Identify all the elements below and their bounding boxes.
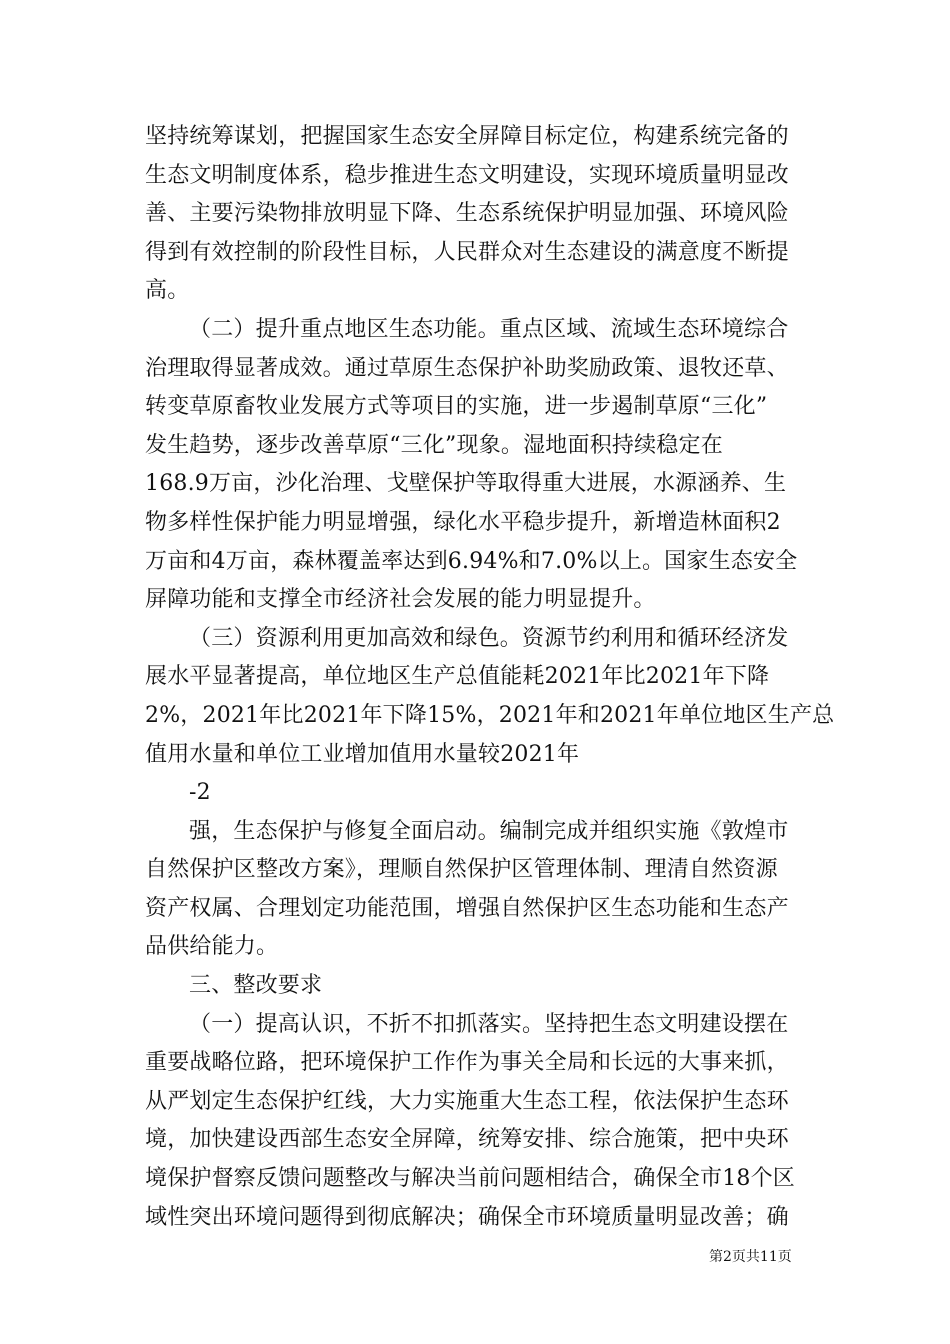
body-line: 发生趋势，逐步改善草原“三化”现象。湿地面积持续稳定在 xyxy=(145,432,723,458)
body-line: 坚持统筹谋划，把握国家生态安全屏障目标定位，构建系统完备的 xyxy=(145,124,789,149)
body-line: 万亩和4万亩，森林覆盖率达到6.94%和7.0%以上。国家生态安全 xyxy=(145,548,798,574)
section-title: 三、整改要求 xyxy=(189,973,323,999)
body-line: 境，加快建设西部生态安全屏障，统筹安排、综合施策，把中央环 xyxy=(145,1127,789,1153)
section-heading-line: （一）提高认识，不折不扣抓落实。坚持把生态文明建设摆在 xyxy=(189,1011,789,1037)
body-line: 展水平显著提高，单位地区生产总值能耗2021年比2021年下降 xyxy=(145,664,770,690)
body-line: 善、主要污染物排放明显下降、生态系统保护明显加强、环境风险 xyxy=(145,201,789,227)
document-body xyxy=(145,118,835,1237)
body-line: 值用水量和单位工业增加值用水量较2021年 xyxy=(145,741,580,767)
page-number: 第2页共11页 xyxy=(709,1249,792,1265)
body-line: 品供给能力。 xyxy=(145,934,279,960)
body-line: 强，生态保护与修复全面启动。编制完成并组织实施《敦煌市 xyxy=(189,818,789,844)
body-line: 物多样性保护能力明显增强，绿化水平稳步提升，新增造林面积2 xyxy=(145,509,781,535)
section-heading-line: （二）提升重点地区生态功能。重点区域、流域生态环境综合 xyxy=(189,316,789,342)
body-line: 得到有效控制的阶段性目标，人民群众对生态建设的满意度不断提 xyxy=(145,239,789,265)
body-line: 2%，2021年比2021年下降15%，2021年和2021年单位地区生产总 xyxy=(145,702,835,728)
body-line: 自然保护区整改方案》，理顺自然保护区管理体制、理清自然资源 xyxy=(145,857,778,883)
body-line: 治理取得显著成效。通过草原生态保护补助奖励政策、退牧还草、 xyxy=(145,355,789,381)
body-line: 168.9万亩，沙化治理、戈壁保护等取得重大进展，水源涵养、生 xyxy=(145,471,787,497)
body-line: 屏障功能和支撑全市经济社会发展的能力明显提升。 xyxy=(145,587,656,613)
body-line: 境保护督察反馈问题整改与解决当前问题相结合，确保全市18个区 xyxy=(145,1166,795,1192)
page-marker: -2 xyxy=(189,780,211,806)
body-line: 重要战略位路，把环境保护工作作为事关全局和长远的大事来抓， xyxy=(145,1050,789,1076)
body-line: 高。 xyxy=(145,278,190,304)
body-line: 转变草原畜牧业发展方式等项目的实施，进一步遏制草原“三化” xyxy=(145,394,768,420)
body-line: 资产权属、合理划定功能范围，增强自然保护区生态功能和生态产 xyxy=(145,895,789,921)
body-line: 域性突出环境问题得到彻底解决；确保全市环境质量明显改善；确 xyxy=(145,1204,789,1230)
body-line: 从严划定生态保护红线，大力实施重大生态工程，依法保护生态环 xyxy=(145,1088,789,1114)
body-line: 生态文明制度体系，稳步推进生态文明建设，实现环境质量明显改 xyxy=(145,162,789,188)
section-heading-line: （三）资源利用更加高效和绿色。资源节约利用和循环经济发 xyxy=(189,625,789,651)
